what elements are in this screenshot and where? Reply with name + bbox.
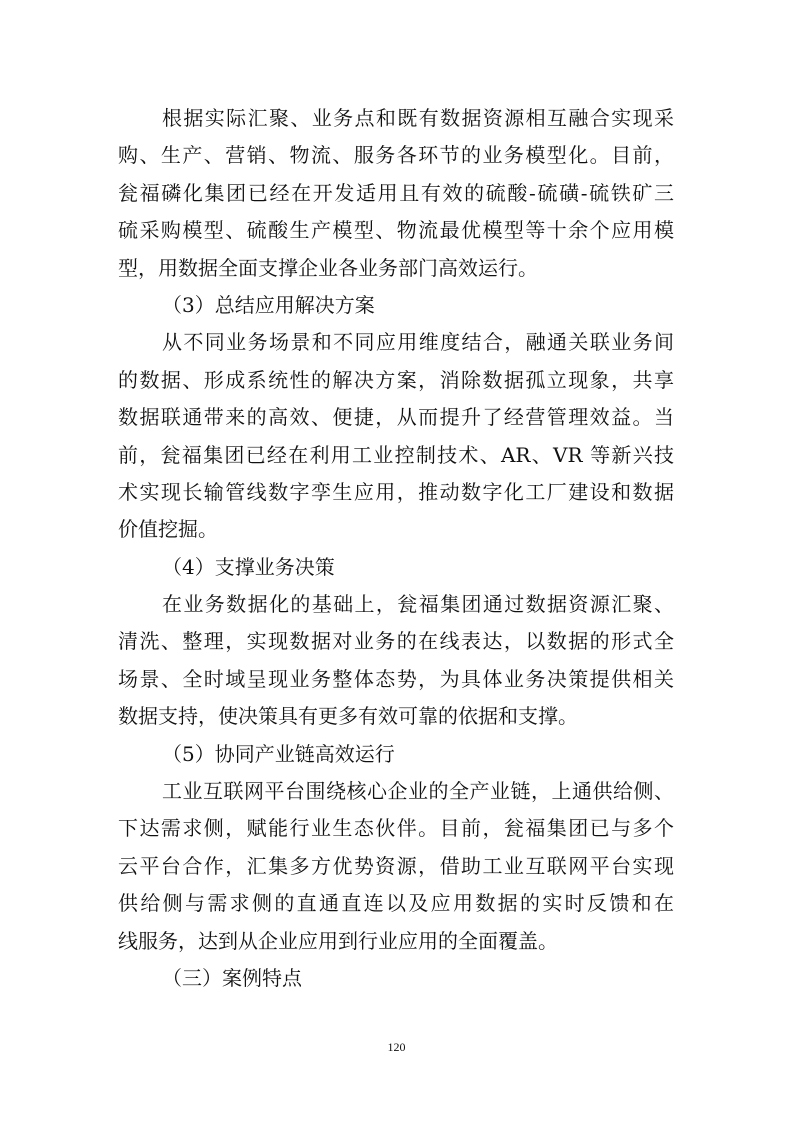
paragraph-line: 前，瓮福集团已经在利用工业控制技术、AR、VR 等新兴技 <box>118 442 674 467</box>
paragraph-line: 根据实际汇聚、业务点和既有数据资源相互融合实现采 <box>162 106 674 130</box>
paragraph-line: 在业务数据化的基础上，瓮福集团通过数据资源汇聚、 <box>162 592 674 617</box>
section-heading: （3）总结应用解决方案 <box>162 292 375 317</box>
paragraph-line: 的数据、形成系统性的解决方案，消除数据孤立现象，共享 <box>118 367 674 392</box>
paragraph-line: 供给侧与需求侧的直通直连以及应用数据的实时反馈和在 <box>118 891 674 916</box>
paragraph-line: 术实现长输管线数字孪生应用，推动数字化工厂建设和数据 <box>118 479 674 504</box>
paragraph-line: 场景、全时域呈现业务整体态势，为具体业务决策提供相关 <box>118 666 674 691</box>
paragraph-line: 价值挖掘。 <box>118 517 218 542</box>
paragraph-line: 数据支持，使决策具有更多有效可靠的依据和支撑。 <box>118 704 578 729</box>
paragraph-line: 购、生产、营销、物流、服务各环节的业务模型化。目前， <box>118 143 674 168</box>
page-number: 120 <box>387 1040 406 1054</box>
section-heading: （5）协同产业链高效运行 <box>162 741 395 766</box>
paragraph-line: 硫采购模型、硫酸生产模型、物流最优模型等十余个应用模 <box>118 218 674 243</box>
section-heading: （三）案例特点 <box>162 965 302 990</box>
section-heading: （4）支撑业务决策 <box>162 554 335 579</box>
paragraph-line: 下达需求侧，赋能行业生态伙伴。目前，瓮福集团已与多个 <box>118 816 674 841</box>
paragraph-line: 从不同业务场景和不同应用维度结合，融通关联业务间 <box>162 330 674 355</box>
document-body <box>118 100 674 997</box>
paragraph-line: 清洗、整理，实现数据对业务的在线表达，以数据的形式全 <box>118 629 674 654</box>
paragraph-line: 数据联通带来的高效、便捷，从而提升了经营管理效益。当 <box>118 405 674 430</box>
paragraph-line: 云平台合作，汇集多方优势资源，借助工业互联网平台实现 <box>118 853 674 878</box>
paragraph-line: 工业互联网平台围绕核心企业的全产业链，上通供给侧、 <box>162 779 674 804</box>
paragraph-line: 瓮福磷化集团已经在开发适用且有效的硫酸-硫磺-硫铁矿三 <box>118 180 674 205</box>
paragraph-line: 线服务，达到从企业应用到行业应用的全面覆盖。 <box>118 928 558 953</box>
paragraph-line: 型，用数据全面支撑企业各业务部门高效运行。 <box>118 255 538 280</box>
